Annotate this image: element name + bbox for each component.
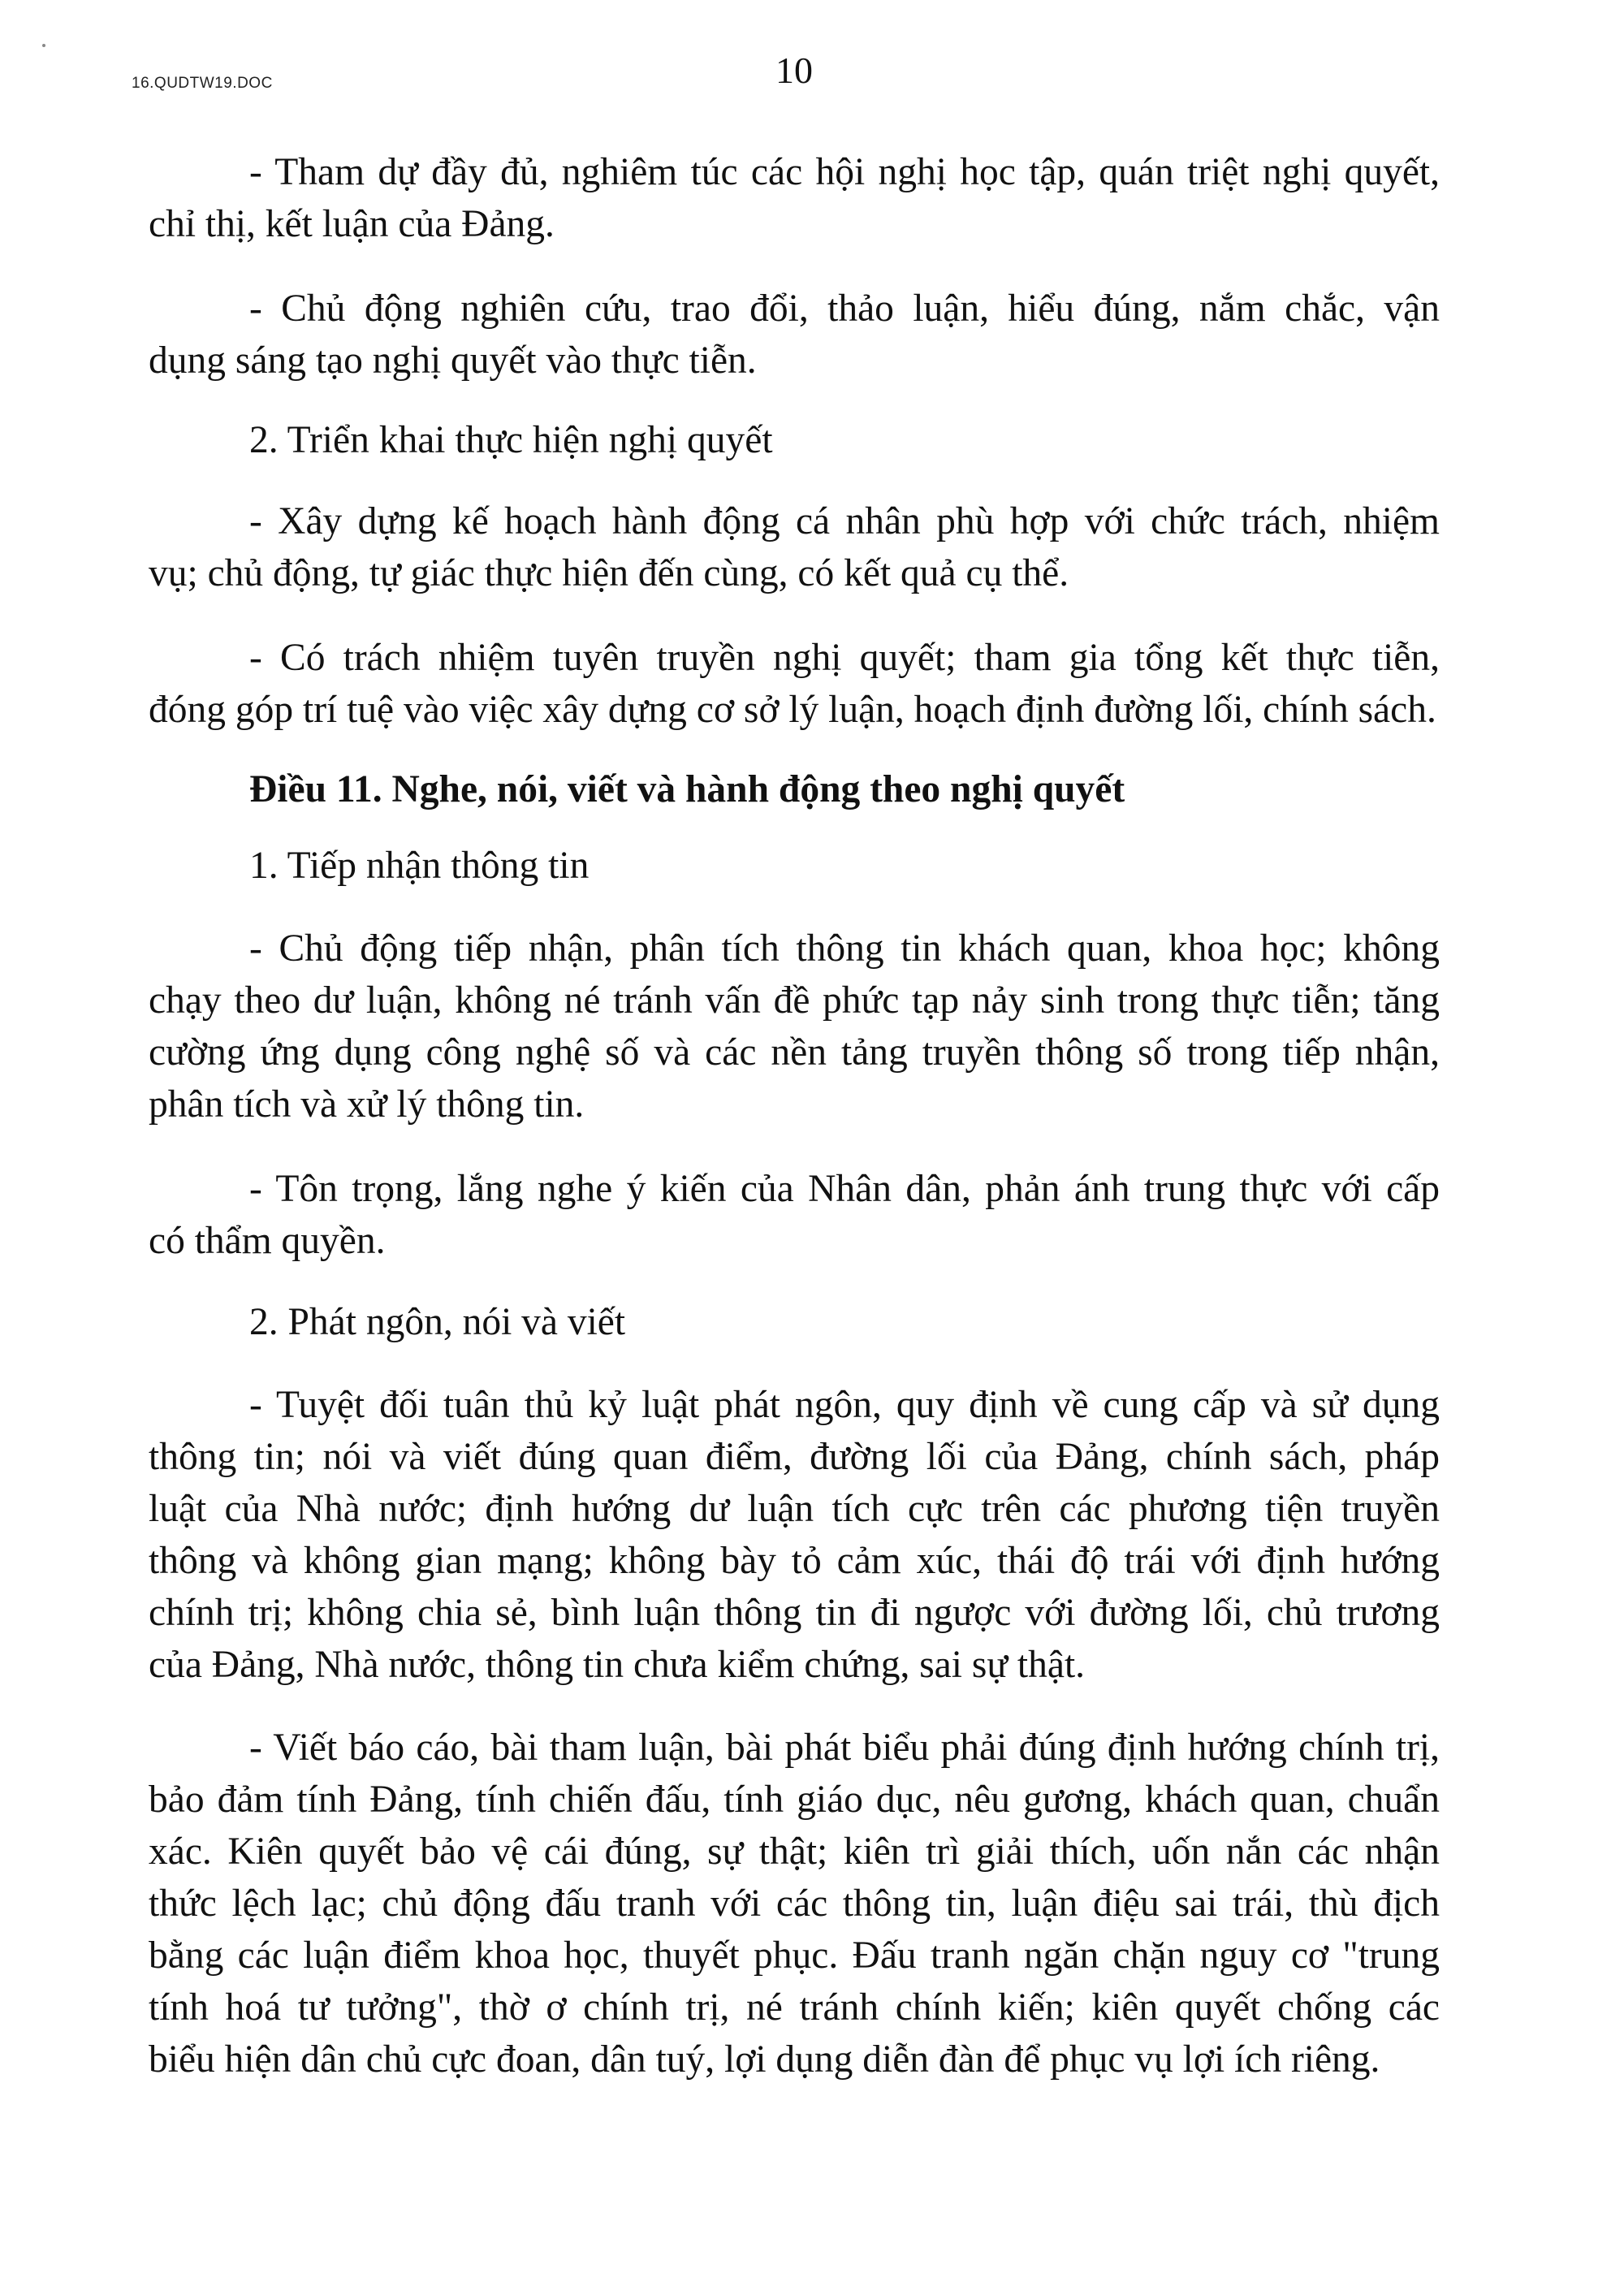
- document-body: [149, 146, 1440, 2113]
- paragraph: [149, 283, 1440, 387]
- text-line: vụ; chủ động, tự giác thực hiện đến cùng, có kết quả cụ thể.: [149, 552, 1069, 594]
- text-line: có thẩm quyền.: [149, 1220, 386, 1262]
- text-line: thông và không gian mạng; không bày tỏ cảm xúc, thái độ trái với định hướng: [149, 1540, 1440, 1582]
- paragraph: [149, 495, 1440, 599]
- text-line: - Tham dự đầy đủ, nghiêm túc các hội nghị học tập, quán triệt nghị quyết,: [249, 151, 1440, 193]
- text-line: - Xây dựng kế hoạch hành động cá nhân phù hợp với chức trách, nhiệm: [249, 500, 1440, 542]
- text-line: của Đảng, Nhà nước, thông tin chưa kiểm chứng, sai sự thật.: [149, 1644, 1086, 1686]
- text-line: chỉ thị, kết luận của Đảng.: [149, 203, 555, 245]
- text-line: bảo đảm tính Đảng, tính chiến đấu, tính giáo dục, nêu gương, khách quan, chuẩn: [149, 1779, 1440, 1821]
- text-line: - Chủ động tiếp nhận, phân tích thông tin khách quan, khoa học; không: [249, 927, 1440, 970]
- text-line: - Tuyệt đối tuân thủ kỷ luật phát ngôn, quy định về cung cấp và sử dụng: [249, 1384, 1440, 1426]
- text-line: bằng các luận điểm khoa học, thuyết phục. Đấu tranh ngăn chặn nguy cơ "trung: [149, 1934, 1440, 1977]
- paragraph: [149, 146, 1440, 250]
- text-line: thông tin; nói và viết đúng quan điểm, đường lối của Đảng, chính sách, pháp: [149, 1436, 1440, 1478]
- text-line: chính trị; không chia sẻ, bình luận thông tin đi ngược với đường lối, chủ trương: [149, 1592, 1440, 1634]
- text-line: 2. Triển khai thực hiện nghị quyết: [249, 419, 773, 461]
- paragraph: [149, 923, 1440, 1130]
- text-line: xác. Kiên quyết bảo vệ cái đúng, sự thật; kiên trì giải thích, uốn nắn các nhận: [149, 1830, 1440, 1873]
- paragraph: [149, 1722, 1440, 2085]
- page-number: 10: [775, 50, 813, 91]
- text-line: - Viết báo cáo, bài tham luận, bài phát biểu phải đúng định hướng chính trị,: [249, 1727, 1440, 1769]
- paragraph: [149, 1379, 1440, 1691]
- text-line: thức lệch lạc; chủ động đấu tranh với các thông tin, luận điệu sai trái, thù địch: [149, 1882, 1440, 1925]
- paragraph: [149, 632, 1440, 736]
- text-line: - Chủ động nghiên cứu, trao đổi, thảo luận, hiểu đúng, nắm chắc, vận: [249, 287, 1440, 330]
- text-line: - Tôn trọng, lắng nghe ý kiến của Nhân dân, phản ánh trung thực với cấp: [249, 1168, 1440, 1210]
- document-filename: 16.QUDTW19.DOC: [132, 75, 273, 92]
- paragraph: [149, 1296, 1440, 1348]
- paragraph: [149, 1163, 1440, 1267]
- text-line: 1. Tiếp nhận thông tin: [249, 845, 590, 887]
- paragraph: [149, 840, 1440, 892]
- text-line: đóng góp trí tuệ vào việc xây dựng cơ sở lý luận, hoạch định đường lối, chính sách.: [149, 689, 1436, 731]
- text-line: 2. Phát ngôn, nói và viết: [249, 1301, 626, 1343]
- scan-speck: [42, 44, 45, 47]
- text-line: dụng sáng tạo nghị quyết vào thực tiễn.: [149, 339, 757, 382]
- text-line: cường ứng dụng công nghệ số và các nền tảng truyền thông số trong tiếp nhận,: [149, 1031, 1440, 1074]
- section-heading: [149, 763, 1440, 815]
- text-line: chạy theo dư luận, không né tránh vấn đề phức tạp nảy sinh trong thực tiễn; tăng: [149, 979, 1440, 1022]
- text-line: phân tích và xử lý thông tin.: [149, 1083, 585, 1126]
- text-line: - Có trách nhiệm tuyên truyền nghị quyết; tham gia tổng kết thực tiễn,: [249, 637, 1440, 679]
- paragraph: [149, 414, 1440, 466]
- text-line: tính hoá tư tưởng", thờ ơ chính trị, né tránh chính kiến; kiên quyết chống các: [149, 1986, 1440, 2029]
- text-line: Điều 11. Nghe, nói, viết và hành động theo nghị quyết: [249, 768, 1125, 810]
- text-line: luật của Nhà nước; định hướng dư luận tích cực trên các phương tiện truyền: [149, 1488, 1440, 1530]
- text-line: biểu hiện dân chủ cực đoan, dân tuý, lợi dụng diễn đàn để phục vụ lợi ích riêng.: [149, 2038, 1380, 2081]
